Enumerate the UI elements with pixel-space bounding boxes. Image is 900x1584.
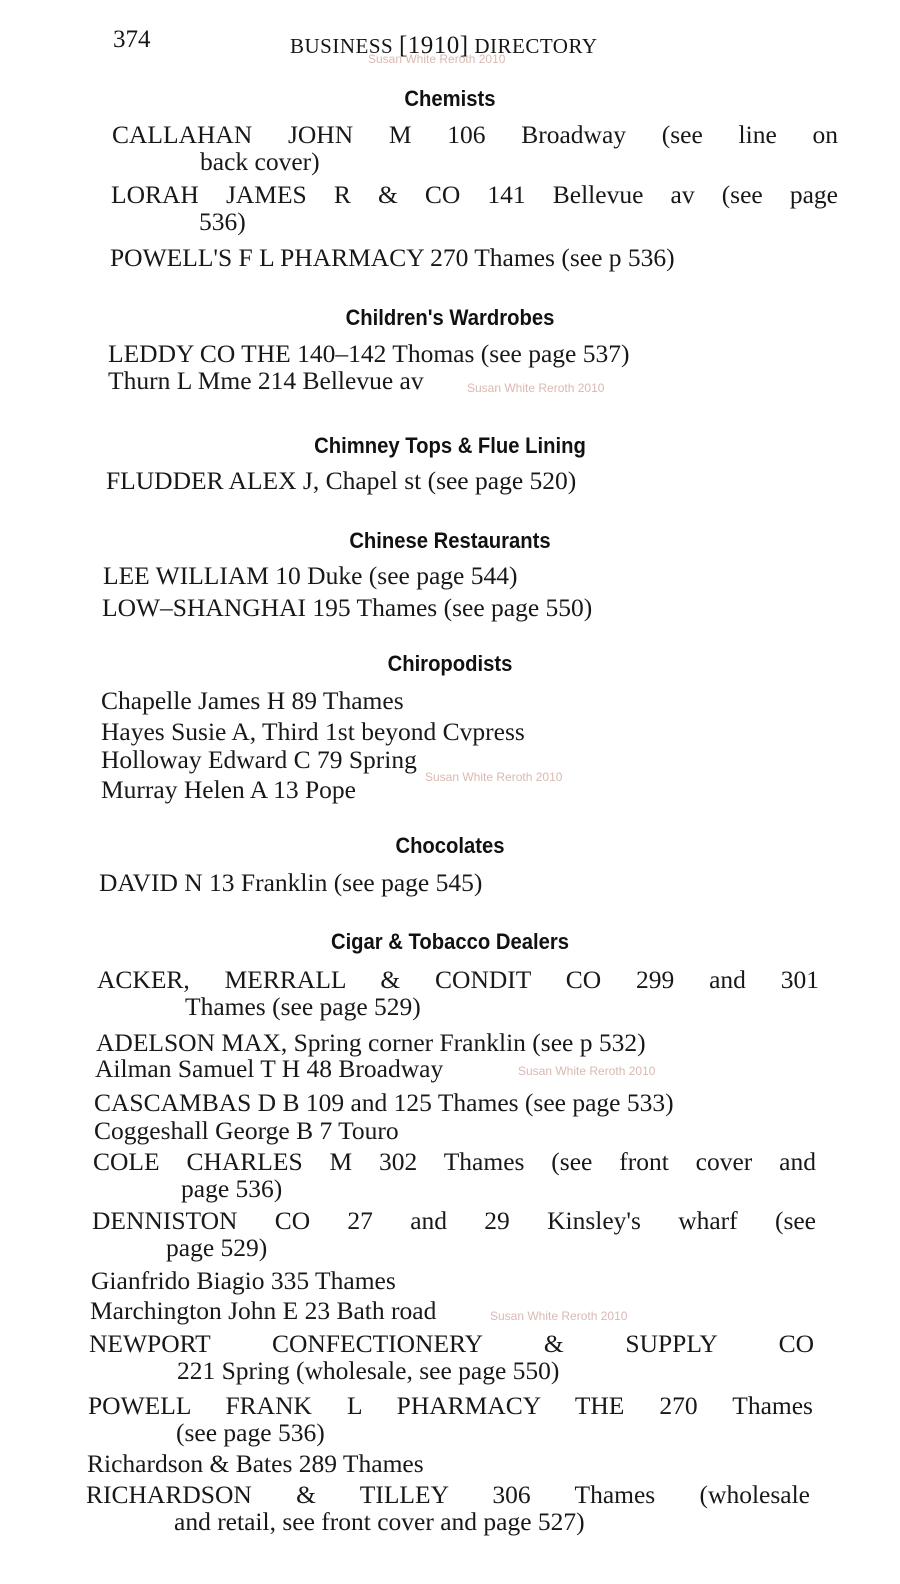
section-heading-chemists: Chemists (404, 86, 496, 111)
list-item: LOW–SHANGHAI 195 Thames (see page 550) (102, 593, 593, 622)
list-item: Holloway Edward C 79 Spring (101, 745, 417, 774)
list-item: ADELSON MAX, Spring corner Franklin (see p 532) (96, 1028, 646, 1057)
page-number: 374 (113, 26, 151, 53)
list-item: Murray Helen A 13 Pope (101, 775, 356, 804)
list-item: CALLAHAN JOHN M 106 Broadway (see line on back cover) (112, 120, 838, 176)
list-item: LEDDY CO THE 140–142 Thomas (see page 537) (108, 339, 630, 368)
section-heading-chinese-restaurants: Chinese Restaurants (349, 528, 551, 553)
list-item: CASCAMBAS D B 109 and 125 Thames (see page 533) (94, 1088, 674, 1117)
list-item: Thurn L Mme 214 Bellevue av (108, 366, 424, 395)
list-item: DAVID N 13 Franklin (see page 545) (99, 868, 483, 897)
list-item: LEE WILLIAM 10 Duke (see page 544) (103, 561, 518, 590)
section-heading-childrens-wardrobes: Children's Wardrobes (345, 305, 555, 330)
watermark: Susan White Reroth 2010 (518, 1064, 656, 1078)
list-item: NEWPORT CONFECTIONERY & SUPPLY CO 221 Spring (wholesale, see page 550) (89, 1329, 814, 1385)
running-head-year: [1910] (398, 32, 469, 59)
section-heading-chocolates: Chocolates (395, 833, 505, 858)
list-item: FLUDDER ALEX J, Chapel st (see page 520) (106, 466, 577, 495)
running-head-left: BUSINESS (290, 34, 394, 58)
list-item: POWELL'S F L PHARMACY 270 Thames (see p 536) (110, 243, 675, 272)
list-item: Ailman Samuel T H 48 Broadway (95, 1054, 444, 1083)
watermark: Susan White Reroth 2010 (490, 1309, 628, 1323)
list-item: Marchington John E 23 Bath road (90, 1296, 437, 1325)
list-item: RICHARDSON & TILLEY 306 Thames (wholesale and retail, see front cover and page 527) (86, 1480, 810, 1536)
list-item: DENNISTON CO 27 and 29 Kinsley's wharf (see page 529) (92, 1206, 816, 1262)
running-head-right: DIRECTORY (474, 34, 598, 58)
list-item: Richardson & Bates 289 Thames (87, 1449, 424, 1478)
list-item: Gianfrido Biagio 335 Thames (91, 1266, 396, 1295)
list-item: Chapelle James H 89 Thames (101, 686, 404, 715)
watermark: Susan White Reroth 2010 (425, 770, 563, 784)
watermark: Susan White Reroth 2010 (368, 52, 506, 66)
list-item: POWELL FRANK L PHARMACY THE 270 Thames (see page 536) (88, 1391, 813, 1447)
watermark: Susan White Reroth 2010 (467, 381, 605, 395)
list-item: LORAH JAMES R & CO 141 Bellevue av (see page 536) (111, 180, 838, 236)
section-heading-chiropodists: Chiropodists (387, 651, 513, 676)
section-heading-cigar-tobacco: Cigar & Tobacco Dealers (330, 929, 570, 954)
list-item: Coggeshall George B 7 Touro (94, 1116, 399, 1145)
list-item: COLE CHARLES M 302 Thames (see front cover and page 536) (93, 1147, 816, 1203)
list-item: Hayes Susie A, Third 1st beyond Cvpress (101, 717, 525, 746)
section-heading-chimney-tops: Chimney Tops & Flue Lining (314, 433, 586, 458)
list-item: ACKER, MERRALL & CONDIT CO 299 and 301 Thames (see page 529) (97, 965, 819, 1021)
